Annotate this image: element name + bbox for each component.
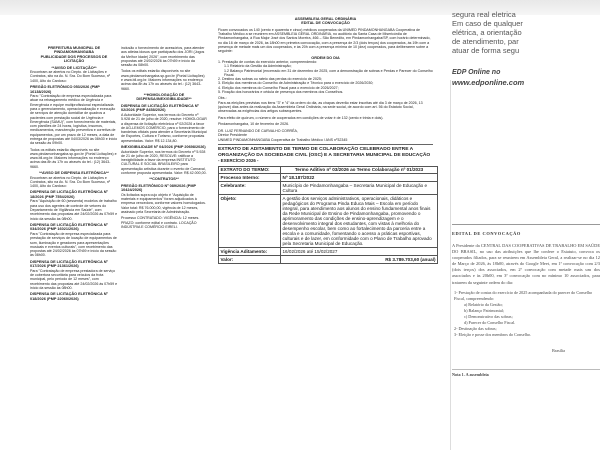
paragraph: Para "Contratação de empresa especializada para prestação de serviços de locação de equipamentos de som, iluminação e geradores para apresentações musicais e eventos culturais", com recebimento das propostas até 24/02/2026 às 07h59 e início da sessão às 08h00.: [30, 231, 117, 258]
right-ad-line: de atendimento, par: [452, 37, 519, 46]
section-title: PREGÃO ELETRÔNICO 053/2026 (PMP 16138/2026): [30, 85, 100, 94]
divider: [452, 224, 600, 225]
agenda-item: 1.1 Relatório da Gestão da Administração;: [224, 64, 292, 69]
extrato-row-label: Processo Interno:: [219, 174, 281, 182]
edital-item: a) Relatório da Gestão;: [464, 301, 503, 307]
right-ad-line: Em caso de qualquer: [452, 19, 523, 28]
section-title: PREGÃO ELETRÔNICO Nº 089/2026 (PMP 10424/2026): [121, 183, 196, 193]
edital-item: 2- Destinação das sobras;: [454, 326, 497, 332]
divider: [452, 369, 600, 370]
paragraph: Todos os editais estarão disponíveis no site www.pindamonhangaba.sp.gov.br (Portal Licitações) e www.bll.org.br. Maiores informações no endereço acima das 8h às 17h ou através do tel.: (12) 3643-9660.: [121, 69, 205, 91]
extrato-row-value: Município de Pindamonhangaba – Secretaria Municipal de Educação e Cultura: [281, 182, 438, 195]
edital-body: A Presidente da CENTRAL DAS COOPERATIVAS DE TRABALHO EM SAÚDE DO BRASIL, no uso das atribuições que lhe confere o Estatuto, convoca os cooperados filiados, para se reunirem em Assembleia Geral, a realizar-se no dia 12 de Março de 2026, às 18h00, através do Google Meet, em 1ª convocação com 2/3 (dois terços) dos associados, em 2ª convocação com metade mais um dos associados e às 20h00, em 3ª convocação com no mínimo 10 associados, para tratarem da seguinte ordem do dia:: [452, 243, 600, 285]
signature-name: DR. LUIZ FERNANDO DE CARVALHO CORRÊA,: [218, 129, 298, 134]
column-divider: [450, 80, 451, 450]
assembleia-subtitle: EDITAL DE CONVOCAÇÃO: [301, 21, 350, 26]
edital-item: d) Parecer do Conselho Fiscal.: [464, 320, 516, 326]
paragraph: Para "Contratação de empresa prestadora de serviço de cobertura securitária para veículos da frota municipal, pelo período de 12 meses", com recebimento das propostas até 24/02/2026 às 07h59 e início da sessão às 08h00.: [30, 268, 118, 290]
edital-items: [452, 290, 600, 339]
extrato-row-value: Nº 18.187/2022: [281, 174, 438, 182]
extrato-row-label: Vigência Aditamento:: [219, 248, 281, 256]
paragraph: inclusão o fornecimento de acessórios, para atender aos atletas idosos que participarão dos JORI (Jogos da Melhor Idade) 2026", com recebimento das propostas até 24/02/2026 às 07h59 e início da sessão às 08h00.: [121, 46, 205, 68]
header-line: PUBLICIDADE DOS PROCESSOS DE: [40, 54, 108, 59]
column-prefeitura: [30, 46, 118, 450]
paragraph: Para "Aquisição de 60 (sessenta) modelos de trabalho para uso dos agentes de controle de vetores do Departamento de Vigilância em Saúde", com recebimento das propostas até 24/02/2026 às 07h59 e início da sessão às 08h00.: [30, 199, 118, 221]
paragraph: A Autoridade Superior, nos termos do Decreto nº 5.928 de 21 de julho de 2020, resolve: HOMOLOGAR a dispensa de licitação eletrônica nº 02/2026 a favor de AG-LEMOS COMÉRCIO, para o fornecimento de bandeiras oficiais para atender a Secretaria Municipal de Esportes, Cultura e Turismo, conforme propostas apresentadas. Valor: R$ 12.134,80.: [121, 112, 207, 143]
section-title: DISPENSA DE LICITAÇÃO ELETRÔNICA Nº 017/2026 (PMP 21361/2026): [30, 259, 108, 269]
paragraph: Autoridade Superior, nos termos do Decreto nº 5.928 de 21 de julho de 2020, RESOLVE: ratificar a inexigibilidade a favor da empresa INSTITUTO CULTURAL E SOCIAL BRASILEIRO para apresentação artística durante o evento de Carnaval, conforme proposta apresentada. Valor: R$ 42.000,00.: [121, 149, 207, 176]
section-title: **CONTRATOS**: [149, 177, 179, 182]
extrato-row-value: A gestão dos serviços administrativos, operacionais, didáticos e pedagógicos do Programa Pinda Educa Mais – Escola em período integral, para atendimento aos alunos do ensino fundamental anos finais da Rede Municipal de Ensino de Pindamonhangaba, promovendo o aprimoramento das condições de ensino-aprendizagem e o desenvolvimento integral dos estudantes, com vistas à melhoria do desempenho escolar, bem como ao fortalecimento da parceria entre a escola e a comunidade, fomentando o acesso a práticas esportivas, culturais e de lazer, em conformidade com o Plano de Trabalho aprovado pela Secretaria Municipal de Educação.: [281, 194, 438, 248]
edital-item: 3- Eleição e posse dos membros do Conselho.: [454, 332, 531, 338]
extrato-row-value: R$ 3.789.703,60 (anual): [281, 256, 438, 264]
right-ad-line: segura real eletrica: [452, 10, 516, 19]
paragraph: Para: "Contratação de empresa especializada para atuar na rebasgamento médico de Urgência e Emergência e equipe multiprofissional especializada para o gerenciamento, operacionalização e execução de serviços de atenção domiciliar de quadros a pacientes com prestação social de Urgência e Emergência (SAMU)", com fornecimento de materiais, com plantões de 24 horas, logística, insumos, medicamentos, manutenção preventiva e corretiva de equipamentos, por um prazo de 12 meses, a data de entrega de propostas até 04/03/2026 às 08h30 e início da sessão às 09h00.: [30, 94, 118, 146]
right-ad-line: elétrica, a orientação: [452, 28, 522, 37]
extrato-row-value: Termo Aditivo nº 03/2026 ao Termo Colaboração nº 01/2023: [281, 166, 438, 174]
edital-item: b) Balanço Patrimonial;: [464, 307, 505, 313]
paragraph: Os licitados supra cujo objeto é "Aquisição de materiais e equipamentos" foram adjudicados à empresa vencedora, conforme valores homologados. Valor total: R$ 76.000,00, vigência de 12 meses, assinado pela Secretaria de Administração.: [121, 192, 206, 215]
right-ad-text: [452, 10, 600, 55]
section-title: **AVISO DE DISPENSA ELETRÔNICA**: [39, 171, 109, 176]
assembleia-title: ASSEMBLEIA GERAL ORDINÁRIA: [294, 17, 357, 21]
signature-role: Diretor Presidente: [218, 133, 247, 138]
agenda-item: 3. Eleição dos membros do Conselho de Administração e Técnico para o exercício de 2026/2030;: [218, 81, 374, 86]
extrato-row: [219, 166, 438, 174]
column-assembleia: [218, 8, 436, 264]
section-title: **HOMOLOGAÇÃO DE DISPENSA/INEXIGIBILIDADE**: [136, 92, 192, 102]
paragraph: Processo CONTRATADO: VIGÊNCIA: 12 meses. PRAZO: conforme edital e contrato. LOCAÇÃO INDÚSTRIA E COMÉRCIO EIRELI.: [121, 216, 200, 229]
signature-org: UNIMED PINDAMONHANGABA Cooperativa de Trabalho Médico / ANS nº32345: [218, 137, 348, 142]
divider: [218, 144, 433, 145]
agenda-item: 4. Eleição dos membros do Conselho Fiscal para o exercício de 2026/2027;: [218, 85, 339, 90]
paragraph: Para as eleições previstas nos itens "3" e "4" da ordem do dia, as chapas deverão estar inscritas até dia 3 de março de 2026, 13 (quinze) dias antes da realização da Assembleia Geral Ordinária, na sede social, de acordo com art. 56 do Estatuto Social, observadas as exigências dos artigos subsequentes.: [218, 100, 423, 114]
section-title: DISPENSA DE LICITAÇÃO ELETRÔNICA Nº 18/2026 (PMP 7554/2026): [30, 190, 108, 199]
extrato-row-value: 16/02/2026 até 15/02/2027: [281, 248, 438, 256]
extrato-row: [219, 194, 438, 248]
paragraph: Todos os editais estarão disponíveis no site www.pindamonhangaba.sp.gov.br (Portal Licitações) e www.bll.org.br. Maiores informações no endereço acima das 8h às 17h ou através do tel.: (12) 3643-9660.: [30, 147, 117, 169]
edital-item: 1- Prestação de contas do exercício de 2025 acompanhada do parecer do Conselho Fiscal, compreendendo:: [454, 289, 593, 301]
extrato-row: [219, 174, 438, 182]
agenda-item: 1.2 Balanço Patrimonial (encerrado em 31 de dezembro de 2025, com a demonstração de sobras e Perdas e Parecer do Conselho Fiscal.: [224, 68, 433, 77]
section-title: DISPENSA DE LICITAÇÃO ELETRÔNICA Nº 018/2026 (PMP 22060/2026): [30, 292, 108, 301]
section-title: DISPENSA DE LICITAÇÃO ELETRÔNICA Nº 034/2026 (PMP 16021/2026): [30, 222, 108, 232]
obs-label: Obs.:: [218, 96, 227, 101]
extrato-row-label: Objeto:: [219, 194, 281, 248]
section-title: INEXIGIBILIDADE Nº 04/2026 (PMP 20698/2026): [121, 145, 206, 150]
edp-online-label: EDP Online no: [452, 69, 501, 76]
edital-title: EDITAL DE CONVOCAÇÃO: [452, 231, 521, 236]
extrato-row: [219, 248, 438, 256]
extrato-row-label: EXTRATO DO TERMO:: [219, 166, 281, 174]
place-date: Pindamonhangaba, 10 de fevereiro de 2026.: [218, 121, 290, 126]
header-line: PINDAMONHANGABA: [53, 50, 95, 55]
edital-item: c) Demonstrativo das sobras;: [464, 314, 513, 320]
header-line: PREFEITURA MUNICIPAL DE: [47, 46, 101, 50]
section-title: DISPENSA DE LICITAÇÃO ELETRÔNICA Nº 02/2026 (PMP 8458/2026): [121, 103, 199, 113]
edital-place: Brasília: [552, 348, 566, 354]
section-title: **AVISO DE LICITAÇÃO**: [51, 65, 97, 70]
extrato-row-label: Celebrante:: [219, 182, 281, 195]
paragraph: Encontram-se abertos no Depto. de Licitações e Contratos, sito na Av. N. Sra. Do Bom Sucesso, nº 1400, Alto do Cardoso:: [30, 70, 111, 83]
column-continuation: [121, 46, 207, 450]
agenda-item: 2. Destino das sobras ou rateio das perdas do exercício de 2025;: [218, 77, 322, 82]
edp-url[interactable]: www.edponline.com: [452, 78, 525, 87]
right-ad-line: atuar de forma segu: [452, 46, 520, 55]
extrato-title: EXTRATO DE ADITAMENTO DE TERMO DE COLABORAÇÃO CELEBRADO ENTRE A ORGANIZAÇÃO DA SOCIEDADE CIVIL (OSC) E A SECRETARIA MUNICIPAL DE EDUCAÇÃO: [218, 147, 431, 158]
edital-convocacao-panel: [452, 222, 600, 378]
extrato-row: [219, 256, 438, 264]
edital-note: Nota 1. A assembleia: [452, 371, 489, 377]
extrato-table: [218, 166, 438, 264]
paragraph: Para efeito de quórum, o número de cooperados em condições de votar é de 132 (cento e trinta e dois).: [218, 115, 384, 120]
paragraph: Ficam convocados os 140 (cento e quarenta e cinco) médicos cooperados da UNIMED PINDAMONHANGABA Cooperativa de Trabalho Médico a se reunirem em ASSEMBLEIA GERAL ORDINÁRIA, no auditório da Santa Casa de Misericórdia de Pindamonhangaba, à Rua Major José dos Santos Moreira, 466 – São Benedito, em Pindamonhangaba/SP, com horário determinado, no dia 16 de março de 2026, às 18h00 em primeira convocação, com a presença de 2/3 (dois terços) dos cooperados, às 19h com a presença de metade mais um dos cooperados, e às 20h com a presença mínima de 10 (dez) cooperados, para deliberarem sobre a seguinte:: [218, 27, 431, 54]
ordem-do-dia: ORDEM DO DIA: [311, 55, 340, 60]
extrato-subtitle: - EXERCÍCIO 2026 -: [218, 158, 259, 164]
agenda-item: 1. Prestação de contas do exercício anterior, compreendendo:: [218, 60, 318, 64]
paragraph: Encontram-se abertos no Depto. de Licitações e Contratos, sito na Av. N. Sra. Do Bom Sucesso, nº 1400, Alto do Cardoso:: [30, 175, 111, 189]
extrato-row: [219, 182, 438, 195]
header-line: LICITAÇÃO: [63, 59, 85, 64]
extrato-row-label: Valor:: [219, 256, 281, 264]
agenda-item: 5. Fixação dos honorários e cédula de presença dos membros dos Conselhos.: [218, 90, 344, 95]
